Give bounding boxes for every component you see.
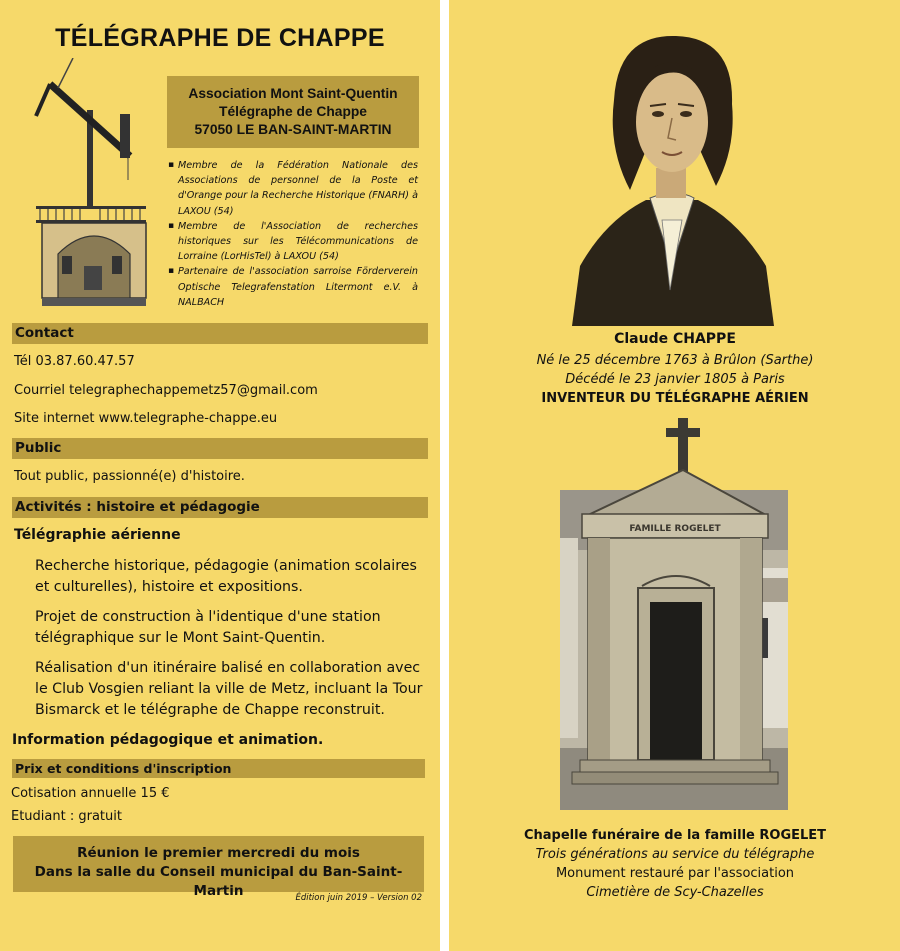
association-city: 57050 LE BAN-SAINT-MARTIN <box>194 122 392 137</box>
activities-header: Activités : histoire et pédagogie <box>12 497 428 518</box>
activity-paragraph: Réalisation d'un itinéraire balisé en collaboration avec le Club Vosgien reliant la ville de Metz, incluant la Tour Bismarck et le télégraphe de Chappe reconstruit. <box>35 660 423 718</box>
membership-item: ▪ Membre de la Fédération Nationale des Associations de personnel de la Poste et d'Orange pour la Recherche Historique (FNARH) à LAXOU (54) <box>168 158 418 219</box>
info-pedagogique: Information pédagogique et animation. <box>12 732 324 748</box>
portrait-born: Né le 25 décembre 1763 à Brûlon (Sarthe) <box>536 353 814 368</box>
activities-subheader: Télégraphie aérienne <box>14 527 181 543</box>
activity-paragraph: Recherche historique, pédagogie (animation scolaires et culturelles), histoire et expositions. <box>35 558 417 595</box>
chapel-inscription: FAMILLE ROGELET <box>629 524 721 534</box>
claude-chappe-portrait <box>566 30 778 326</box>
edition-note: Édition juin 2019 – Version 02 <box>295 893 422 903</box>
chapel-line3: Cimetière de Scy-Chazelles <box>586 885 764 900</box>
membership-list <box>168 158 418 310</box>
contact-header: Contact <box>12 323 428 344</box>
annual-fee: Cotisation annuelle 15 € <box>11 786 170 801</box>
chapel-title: Chapelle funéraire de la famille ROGELET <box>523 828 827 843</box>
meeting-line: Réunion le premier mercredi du mois <box>77 845 360 861</box>
meeting-line: Dans la salle du Conseil municipal du Ban-Saint-Martin <box>34 864 403 899</box>
public-header: Public <box>12 438 428 459</box>
contact-phone: Tél 03.87.60.47.57 <box>14 354 135 369</box>
association-box <box>167 76 419 148</box>
telegraph-illustration <box>28 58 160 308</box>
association-name: Association Mont Saint-Quentin <box>188 86 398 101</box>
prices-header: Prix et conditions d'inscription <box>12 759 425 778</box>
portrait-role: INVENTEUR DU TÉLÉGRAPHE AÉRIEN <box>541 391 809 406</box>
membership-item: ▪ Partenaire de l'association sarroise Förderverein Optische Telegrafenstation Litermont e.V. à NALBACH <box>168 264 418 310</box>
membership-item: ▪ Membre de l'Association de recherches historiques sur les Télécommunications de Lorraine (LorHisTel) à LAXOU (54) <box>168 219 418 265</box>
public-text: Tout public, passionné(e) d'histoire. <box>14 469 245 484</box>
portrait-name: Claude CHAPPE <box>614 331 736 347</box>
portrait-died: Décédé le 23 janvier 1805 à Paris <box>565 372 785 387</box>
activity-paragraph: Projet de construction à l'identique d'une station télégraphique sur le Mont Saint-Quentin. <box>35 609 381 646</box>
association-subtitle: Télégraphe de Chappe <box>219 104 367 119</box>
page-title: TÉLÉGRAPHE DE CHAPPE <box>55 24 385 52</box>
chapel-line1: Trois générations au service du télégraphe <box>535 847 815 862</box>
contact-email[interactable]: Courriel telegraphechappemetz57@gmail.com <box>14 383 318 398</box>
contact-website[interactable]: Site internet www.telegraphe-chappe.eu <box>14 411 278 426</box>
chapel-line2: Monument restauré par l'association <box>555 866 795 881</box>
student-fee: Etudiant : gratuit <box>11 809 122 824</box>
left-panel <box>0 0 440 951</box>
chapel-photo <box>560 418 788 810</box>
